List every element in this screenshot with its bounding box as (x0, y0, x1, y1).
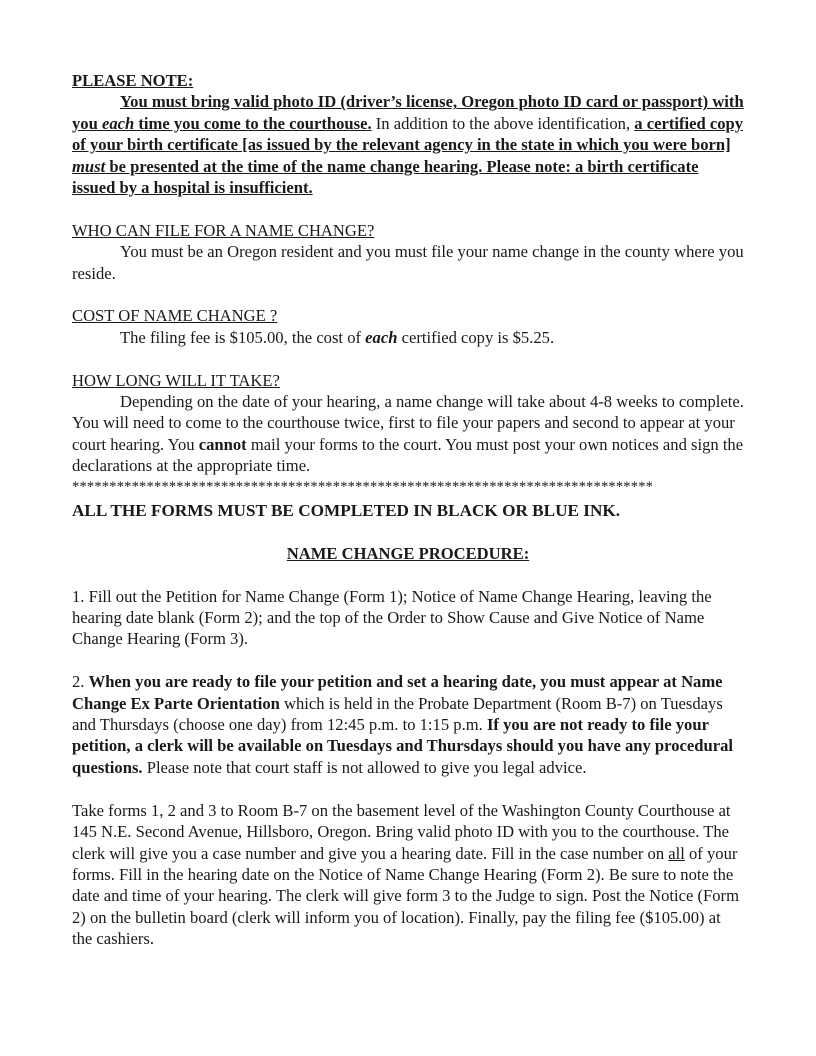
who-body: You must be an Oregon resident and you must file your name change in the county where you reside. (72, 242, 744, 283)
document-page (72, 70, 744, 950)
how-long-heading: HOW LONG WILL IT TAKE? (72, 370, 280, 390)
please-note-paragraph (72, 91, 744, 198)
take-forms-paragraph: Take forms 1, 2 and 3 to Room B-7 on the basement level of the Washington County Courthouse at 145 N.E. Second Avenue, Hillsboro, Oregon. Bring valid photo ID with you to the courthouse. The clerk will give you a case number and give you a hearing date. Fill in the case number on all of your forms. Fill in the hearing date on the Notice of Name Change Hearing (Form 2). Be sure to note the date and time of your hearing. The clerk will give form 3 to the Judge to sign. Post the Notice (Form 2) on the bulletin board (clerk will inform you of location). Finally, pay the filing fee ($105.00) at the cashiers. (72, 800, 739, 949)
cost-body: The filing fee is $105.00, the cost of each certified copy is $5.25. (120, 327, 555, 347)
procedure-step-1: 1. Fill out the Petition for Name Change (Form 1); Notice of Name Change Hearing, leaving the hearing date blank (Form 2); and the top of the Order to Show Cause and Give Notice of Name Change Hearing (Form 3). (72, 586, 712, 649)
separator-line: ****************************************************************************** (72, 478, 654, 495)
please-note-heading: PLEASE NOTE: (72, 71, 194, 90)
ink-notice: ALL THE FORMS MUST BE COMPLETED IN BLACK OR BLUE INK. (72, 501, 621, 521)
addition-text: In addition to the above identification, (375, 113, 635, 133)
procedure-step-2: 2. When you are ready to file your petition and set a hearing date, you must appear at Name Change Ex Parte Orientation which is held in the Probate Department (Room B-7) on Tuesdays and Thursdays (choose one day) from 12:45 p.m. to 1:15 p.m. If you are not ready to file your petition, a clerk will be available on Tuesdays and Thursdays should you have any procedural questions. Please note that court staff is not allowed to give you legal advice. (72, 672, 733, 777)
photo-id-requirement: You must bring valid photo ID (driver’s license, Oregon photo ID card or passport) with you each time you come to the courthouse. (72, 92, 744, 133)
procedure-heading: NAME CHANGE PROCEDURE: (286, 543, 530, 563)
who-heading: WHO CAN FILE FOR A NAME CHANGE? (72, 220, 375, 240)
how-long-body: Depending on the date of your hearing, a name change will take about 4-8 weeks to complete. You will need to come to the courthouse twice, first to file your papers and second to appear at your court hearing. You cannot mail your forms to the court. You must post your own notices and sign the declarations at the appropriate time. (72, 392, 744, 476)
birth-certificate-requirement: a certified copy of your birth certificate [as issued by the relevant agency in the state in which you were born] must be presented at the time of the name change hearing. Please note: a birth certificate issued by a hospital is insufficient. (72, 113, 744, 198)
cost-heading: COST OF NAME CHANGE ? (72, 306, 278, 326)
